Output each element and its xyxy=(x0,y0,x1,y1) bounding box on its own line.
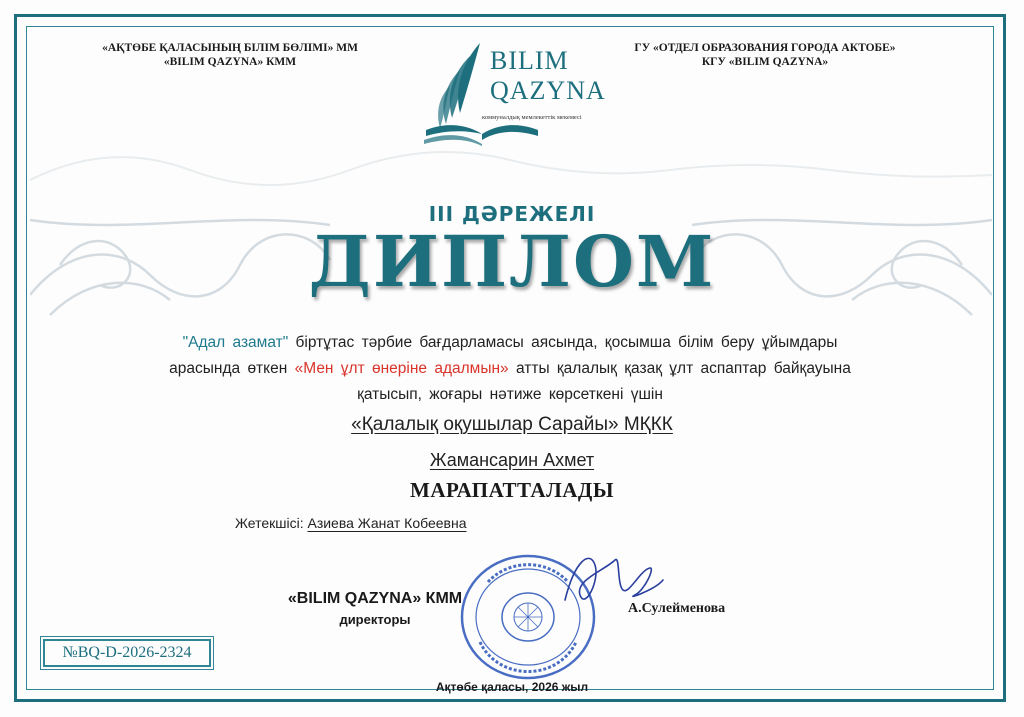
org-right-line2: КГУ «BILIM QAZYNA» xyxy=(701,56,829,68)
logo-subtitle: коммуналдық мемлекеттік мекемесі xyxy=(482,114,582,121)
mentor-label: Жетекшісі: xyxy=(235,515,308,531)
city-year: Ақтөбе қаласы, 2026 жыл xyxy=(435,680,589,694)
signature-role: директоры xyxy=(339,612,411,627)
signature-org: «BILIM QAZYNA» КММ xyxy=(287,590,463,607)
institution-name: «Қалалық оқушылар Сарайы» МҚКК xyxy=(351,414,673,435)
org-left-line1: «АҚТӨБЕ ҚАЛАСЫНЫҢ БІЛІМ БӨЛІМІ» ММ xyxy=(102,42,358,54)
mentor-line xyxy=(235,515,467,531)
award-description xyxy=(160,330,860,408)
description-part-2: біртұтас тәрбие бағдарламасы аясында, қосымша білім беру ұйымдары арасында өткен xyxy=(169,334,838,377)
signer-name: А.Сулейменова xyxy=(628,601,726,616)
student-name: Жамансарин Ахмет xyxy=(429,450,595,470)
diploma-title: ДИПЛОМ xyxy=(308,220,716,303)
program-name: "Адал азамат" xyxy=(182,334,289,351)
logo-text-line2: QAZYNA xyxy=(490,76,606,105)
serial-number: №BQ-D-2026-2324 xyxy=(43,639,211,667)
org-right-line1: ГУ «ОТДЕЛ ОБРАЗОВАНИЯ ГОРОДА АКТОБЕ» xyxy=(634,42,896,54)
diploma-degree: III ДӘРЕЖЕЛІ xyxy=(428,202,596,226)
mentor-name: Азиева Жанат Кобеевна xyxy=(307,515,467,531)
org-header-right xyxy=(590,41,940,69)
org-header-left xyxy=(60,41,400,69)
description-part-4: атты қалалық қазақ ұлт аспаптар байқауына қатысып, жоғары нәтиже көрсеткені үшін xyxy=(357,360,851,403)
handwritten-signature-icon xyxy=(545,540,665,620)
org-left-line2: «BILIM QAZYNA» КММ xyxy=(163,56,297,68)
logo-text-line1: BILIM xyxy=(490,46,569,75)
recipient-institution xyxy=(0,414,1024,436)
recipient-student xyxy=(0,450,1024,471)
contest-name: «Мен ұлт өнеріне адалмын» xyxy=(294,360,509,377)
awarded-label: МАРАПАТТАЛАДЫ xyxy=(410,478,614,502)
